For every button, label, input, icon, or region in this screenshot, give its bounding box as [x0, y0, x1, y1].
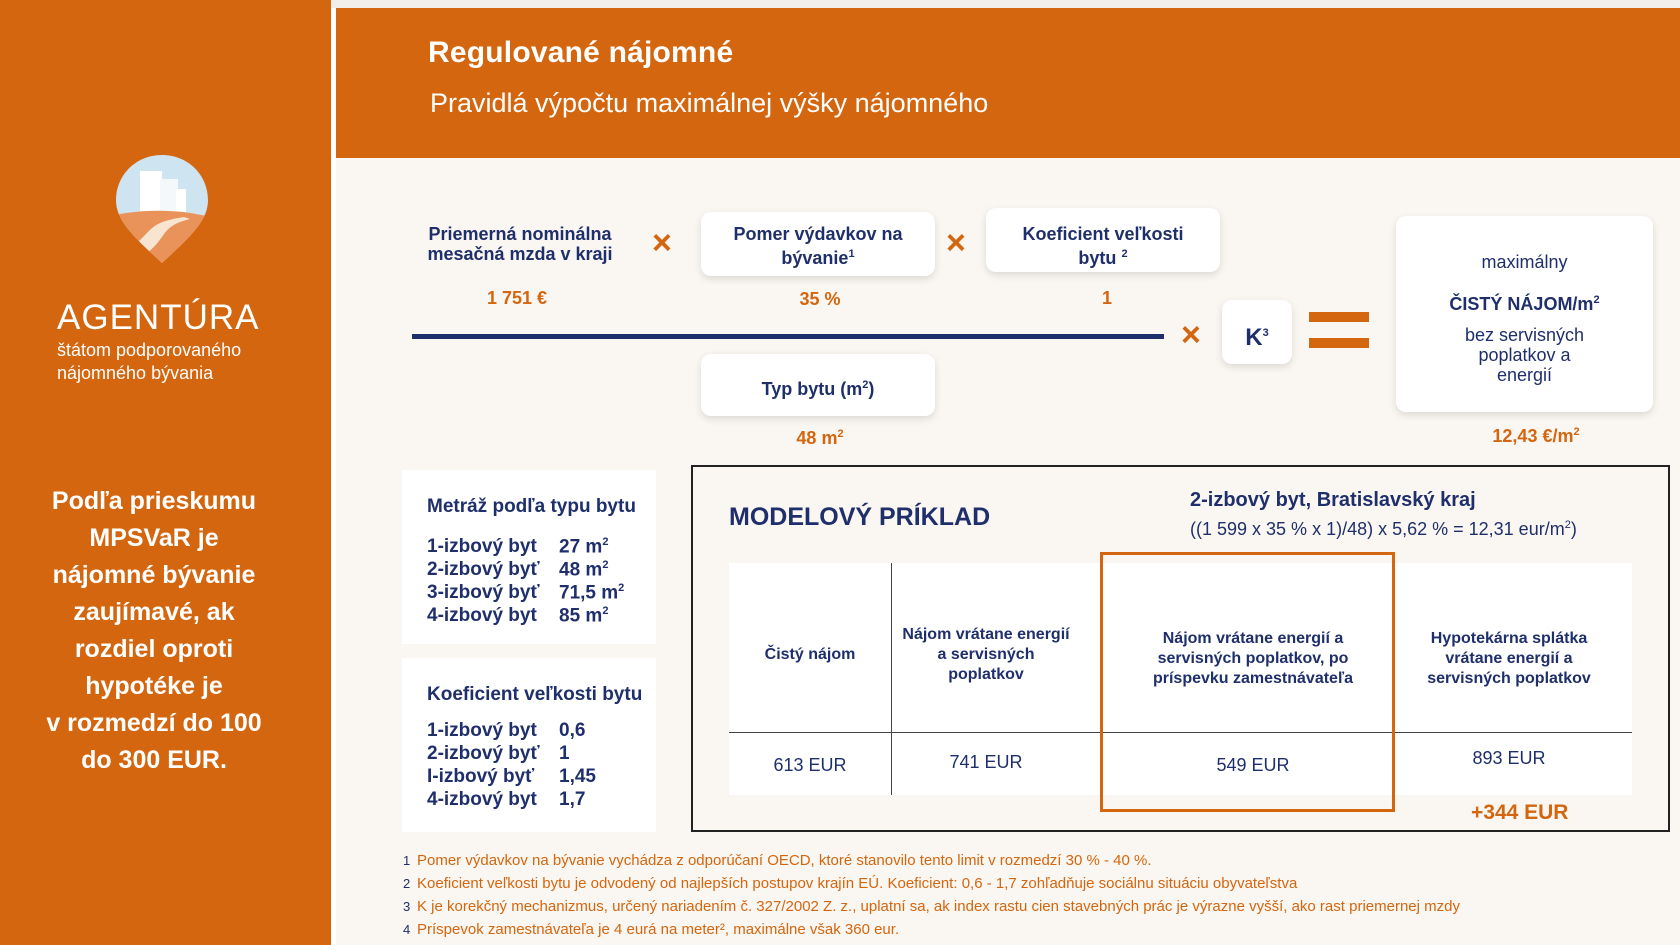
survey-line: v rozmedzí do 100 [46, 709, 262, 737]
column-header: Hypotekárna splátka vrátane energií a servisných poplatkov [1427, 630, 1591, 687]
agency-subtitle-line: štátom podporovaného [57, 340, 242, 360]
table-cell: 613 EUR [773, 755, 847, 775]
result-line-2-text: ČISTÝ NÁJOM/m [1449, 294, 1594, 314]
result-lines-rest [1396, 325, 1653, 385]
superscript: 2 [862, 379, 869, 391]
agency-subtitle [57, 339, 241, 385]
metraz-row-label: 1-izbový byt [427, 536, 537, 557]
metraz-title: Metráž podľa typu bytu [427, 496, 636, 517]
k-label [1222, 320, 1292, 351]
footnote [403, 852, 1152, 869]
multiply-icon: × [1181, 316, 1201, 354]
result-value [1456, 426, 1616, 447]
model-calculation-end: ) [1570, 519, 1577, 539]
metraz-box [402, 470, 656, 644]
footnote-text: Pomer výdavkov na bývanie vychádza z odporúčaní OECD, ktoré stanovilo tento limit v rozmedzí 30 % - 40 %. [417, 852, 1152, 869]
koeficient-row [427, 789, 586, 811]
k-label-text: K [1245, 324, 1263, 351]
equals-icon [1309, 338, 1369, 348]
footnote-ref: 3 [1262, 327, 1269, 339]
footnote-ref: 1 [848, 248, 855, 260]
footnote-number: 4 [403, 922, 411, 937]
survey-line: do 300 EUR. [81, 746, 227, 774]
footnote-text: K je korekčný mechanizmus, určený nariadením č. 327/2002 Z. z., uplatní sa, ak index rastu cien stavebných prác je výrazne vyšší, ako rast priemernej mzdy [417, 898, 1460, 915]
koeficient-title: Koeficient veľkosti bytu [427, 684, 643, 705]
survey-line: nájomné bývanie [52, 561, 256, 589]
metraz-row-label: 3-izbový byť [427, 582, 540, 603]
footnote-text: Príspevok zamestnávateľa je 4 eurá na meter², maximálne však 360 eur. [417, 921, 900, 938]
model-calculation [1190, 519, 1577, 540]
sidebar [0, 0, 331, 945]
result-line-2 [1396, 290, 1653, 314]
table-divider [891, 563, 892, 795]
koeficient-row [427, 743, 570, 765]
coef-value: 1 [1101, 288, 1112, 308]
survey-line: Podľa prieskumu [51, 487, 257, 515]
coef-label [986, 224, 1220, 268]
superscript: 2 [602, 559, 609, 571]
column-header: Nájom vrátane energií a servisných poplatkov, po príspevku zamestnávateľa [1152, 630, 1354, 687]
result-line-5: energií [1496, 365, 1553, 385]
wage-label-line: mesačná mzda v kraji [427, 244, 613, 264]
koeficient-row [427, 720, 586, 742]
superscript: 2 [1593, 294, 1600, 306]
metraz-row [427, 582, 625, 604]
metraz-row-value: 48 m [559, 559, 603, 581]
footnote-ref: 2 [1121, 248, 1128, 260]
metraz-row [427, 605, 609, 627]
footnote-text: Koeficient veľkosti bytu je odvodený od najlepších postupov krajín EÚ. Koeficient: 0,6 - 1,7 zohľadňuje sociálnu situáciu obyvateľstva [417, 875, 1298, 892]
koeficient-row-label: 2-izbový byť [427, 743, 540, 764]
model-title: MODELOVÝ PRÍKLAD [729, 503, 991, 531]
superscript: 2 [618, 582, 625, 594]
ratio-label-line: bývanie [781, 248, 849, 268]
difference-value: +344 EUR [1471, 801, 1569, 824]
ratio-value: 35 % [799, 289, 841, 309]
page-subtitle: Pravidlá výpočtu maximálnej výšky nájomného [430, 88, 989, 118]
equals-icon [1309, 312, 1369, 322]
survey-note [20, 483, 288, 779]
page-title: Regulované nájomné [428, 36, 734, 69]
result-line-1: maximálny [1481, 252, 1568, 272]
wage-value: 1 751 € [486, 288, 548, 308]
metraz-row-value: 71,5 m [559, 582, 619, 604]
type-label-text: Typ bytu (m [761, 379, 863, 399]
koeficient-box [402, 658, 656, 832]
survey-line: zaujímavé, ak [73, 598, 235, 626]
survey-line: hypotéke je [85, 672, 223, 700]
metraz-row [427, 536, 609, 558]
coef-label-line: Koeficient veľkosti [1022, 224, 1184, 244]
koeficient-row-label: 4-izbový byt [427, 789, 537, 810]
agency-logo-icon [114, 153, 210, 265]
koeficient-row-value: 1 [559, 743, 570, 764]
model-subtitle: 2-izbový byt, Bratislavský kraj [1190, 489, 1476, 511]
column-header: Čistý nájom [764, 646, 856, 663]
agency-subtitle-line: nájomného bývania [57, 363, 214, 383]
column-header: Nájom vrátane energií a servisných poplatkov [902, 626, 1070, 683]
result-value-text: 12,43 €/m [1492, 426, 1574, 446]
highlight-frame [1100, 552, 1395, 812]
type-label-end: ) [868, 379, 875, 399]
koeficient-row-value: 1,45 [559, 766, 596, 787]
type-label [701, 375, 935, 399]
superscript: 2 [1573, 426, 1580, 438]
metraz-row [427, 559, 609, 581]
koeficient-row-label: I-izbový byť [427, 766, 535, 787]
metraz-row-value: 27 m [559, 536, 603, 558]
multiply-icon: × [946, 224, 966, 262]
koeficient-row-label: 1-izbový byt [427, 720, 537, 741]
type-value-text: 48 m [796, 428, 838, 448]
header-banner [336, 8, 1680, 158]
footnote [403, 875, 1297, 892]
table-cell: 741 EUR [949, 752, 1023, 772]
table-cell: 893 EUR [1472, 748, 1546, 768]
result-line-3: bez servisných [1464, 325, 1585, 345]
superscript: 2 [837, 428, 844, 440]
koeficient-row-value: 1,7 [559, 789, 586, 810]
model-calculation-text: ((1 599 x 35 % x 1)/48) x 5,62 % = 12,31 eur/m [1190, 519, 1565, 539]
metraz-row-value: 85 m [559, 605, 603, 627]
metraz-row-label: 2-izbový byť [427, 559, 540, 580]
superscript: 2 [1564, 519, 1571, 531]
footnote-number: 3 [403, 899, 411, 914]
superscript: 2 [602, 605, 609, 617]
footnote [403, 921, 899, 938]
ratio-label-line: Pomer výdavkov na [733, 224, 903, 244]
metraz-row-label: 4-izbový byt [427, 605, 537, 626]
survey-line: rozdiel oproti [74, 635, 234, 663]
wage-label [412, 224, 628, 264]
fraction-line [412, 334, 1164, 339]
footnote-number: 1 [403, 853, 411, 868]
multiply-icon: × [652, 224, 672, 262]
survey-line: MPSVaR je [89, 524, 219, 552]
footnote-number: 2 [403, 876, 411, 891]
coef-label-line: bytu [1078, 248, 1117, 268]
model-example-panel [691, 465, 1670, 832]
type-value [760, 428, 880, 449]
superscript: 2 [602, 536, 609, 548]
agency-name: AGENTÚRA [57, 298, 260, 337]
koeficient-row-value: 0,6 [559, 720, 586, 741]
ratio-label [701, 224, 935, 268]
result-line-4: poplatkov a [1478, 345, 1571, 365]
table-cell: 549 EUR [1216, 755, 1290, 775]
footnote [403, 898, 1460, 915]
wage-label-line: Priemerná nominálna [428, 224, 612, 244]
koeficient-row [427, 766, 596, 788]
